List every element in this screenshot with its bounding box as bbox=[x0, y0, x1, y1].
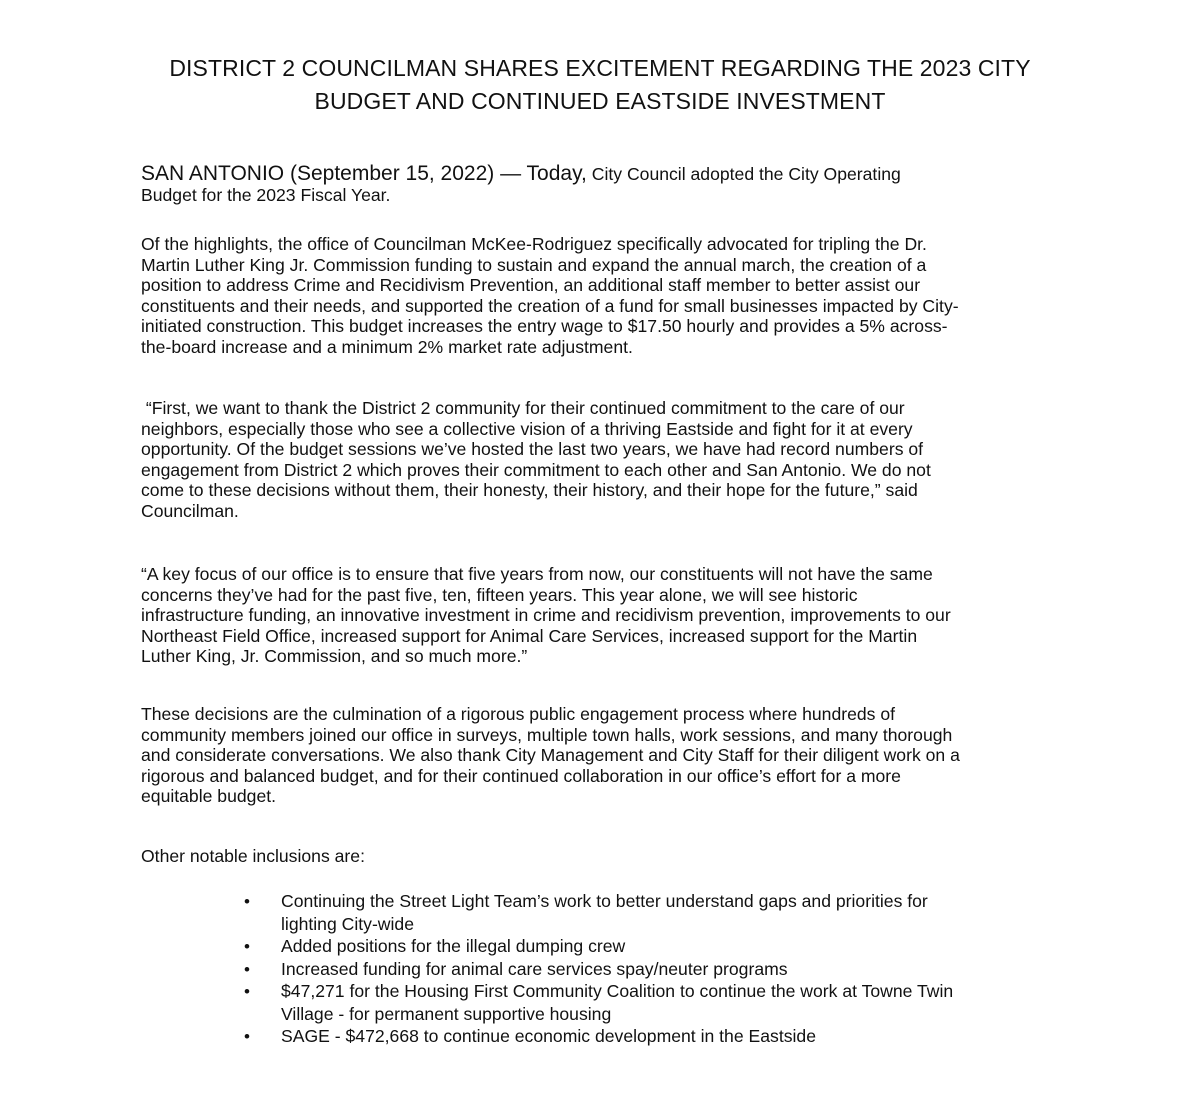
paragraph-line: “First, we want to thank the District 2 community for their continued commitment to the care of our bbox=[141, 398, 905, 418]
paragraph-line: opportunity. Of the budget sessions we’ve hosted the last two years, we have had record numbers of bbox=[141, 439, 924, 460]
paragraph-line: position to address Crime and Recidivism Prevention, an additional staff member to better assist our bbox=[141, 275, 921, 296]
list-item bbox=[244, 935, 1094, 958]
bullet-icon: • bbox=[244, 982, 250, 1001]
paragraph-line: Of the highlights, the office of Councilman McKee-Rodriguez specifically advocated for tripling the Dr. bbox=[141, 234, 927, 254]
list-item-line: Continuing the Street Light Team’s work to better understand gaps and priorities for bbox=[281, 891, 928, 911]
paragraph-line: come to these decisions without them, their honesty, their history, and their hope for the future,” said bbox=[141, 480, 918, 501]
paragraph-line: Luther King, Jr. Commission, and so much more.” bbox=[141, 646, 528, 667]
paragraph-line: Martin Luther King Jr. Commission funding to sustain and expand the annual march, the creation of a bbox=[141, 254, 927, 275]
highlights-paragraph bbox=[141, 234, 1061, 358]
paragraph-line: the-board increase and a minimum 2% market rate adjustment. bbox=[141, 336, 633, 357]
decisions-paragraph bbox=[141, 704, 1061, 807]
other-notable-heading: Other notable inclusions are: bbox=[141, 846, 365, 866]
list-item-line: lighting City-wide bbox=[281, 913, 414, 934]
paragraph-line: constituents and their needs, and supported the creation of a fund for small businesses impacted by City- bbox=[141, 295, 959, 316]
quote-paragraph-1 bbox=[141, 398, 1061, 522]
list-item-line: $47,271 for the Housing First Community Coalition to continue the work at Towne Twin bbox=[281, 981, 954, 1001]
paragraph-line: and considerate conversations. We also thank City Management and City Staff for their diligent work on a bbox=[141, 745, 960, 766]
quote-paragraph-2 bbox=[141, 564, 1061, 667]
paragraph-line: rigorous and balanced budget, and for their continued collaboration in our office’s effort for a more bbox=[141, 765, 901, 786]
list-item bbox=[244, 1025, 1094, 1048]
paragraph-line: engagement from District 2 which proves their commitment to each other and San Antonio. We do not bbox=[141, 459, 931, 480]
bullet-icon: • bbox=[244, 1027, 250, 1046]
list-item bbox=[244, 980, 1094, 1025]
list-item bbox=[244, 958, 1094, 981]
paragraph-line: equitable budget. bbox=[141, 786, 277, 807]
dateline-rest: City Council adopted the City Operating bbox=[591, 164, 901, 184]
paragraph-line: infrastructure funding, an innovative investment in crime and recidivism prevention, improvements to our bbox=[141, 605, 951, 626]
bullet-icon: • bbox=[244, 959, 250, 979]
dateline-paragraph bbox=[141, 164, 1061, 205]
list-item-line: Village - for permanent supportive housing bbox=[281, 1003, 612, 1024]
paragraph-line: Councilman. bbox=[141, 500, 239, 521]
title-line-2: BUDGET AND CONTINUED EASTSIDE INVESTMENT bbox=[314, 88, 886, 114]
page-title bbox=[100, 52, 1100, 118]
paragraph-line: “A key focus of our office is to ensure that five years from now, our constituents will not have the same bbox=[141, 564, 933, 584]
list-item-line: Increased funding for animal care services spay/neuter programs bbox=[281, 958, 788, 979]
paragraph-line: These decisions are the culmination of a rigorous public engagement process where hundreds of bbox=[141, 704, 896, 724]
paragraph-line: community members joined our office in surveys, multiple town halls, work sessions, and many thorough bbox=[141, 724, 953, 745]
inclusions-list bbox=[244, 890, 1094, 1048]
list-item-line: Added positions for the illegal dumping crew bbox=[281, 936, 626, 956]
paragraph-line: neighbors, especially those who see a collective vision of a thriving Eastside and fight for it at every bbox=[141, 418, 913, 439]
dateline-lead: SAN ANTONIO (September 15, 2022) — Today, bbox=[141, 162, 587, 185]
list-item bbox=[244, 890, 1094, 935]
dateline-line-2: Budget for the 2023 Fiscal Year. bbox=[141, 184, 391, 205]
list-item-line: SAGE - $472,668 to continue economic development in the Eastside bbox=[281, 1026, 816, 1046]
paragraph-line: concerns they’ve had for the past five, ten, fifteen years. This year alone, we will see historic bbox=[141, 584, 858, 605]
paragraph-line: initiated construction. This budget increases the entry wage to $17.50 hourly and provides a 5% across- bbox=[141, 316, 948, 337]
bullet-icon: • bbox=[244, 937, 250, 956]
bullet-icon: • bbox=[244, 892, 250, 911]
paragraph-line: Northeast Field Office, increased support for Animal Care Services, increased support for the Martin bbox=[141, 625, 918, 646]
title-line-1: DISTRICT 2 COUNCILMAN SHARES EXCITEMENT REGARDING THE 2023 CITY bbox=[169, 55, 1031, 81]
